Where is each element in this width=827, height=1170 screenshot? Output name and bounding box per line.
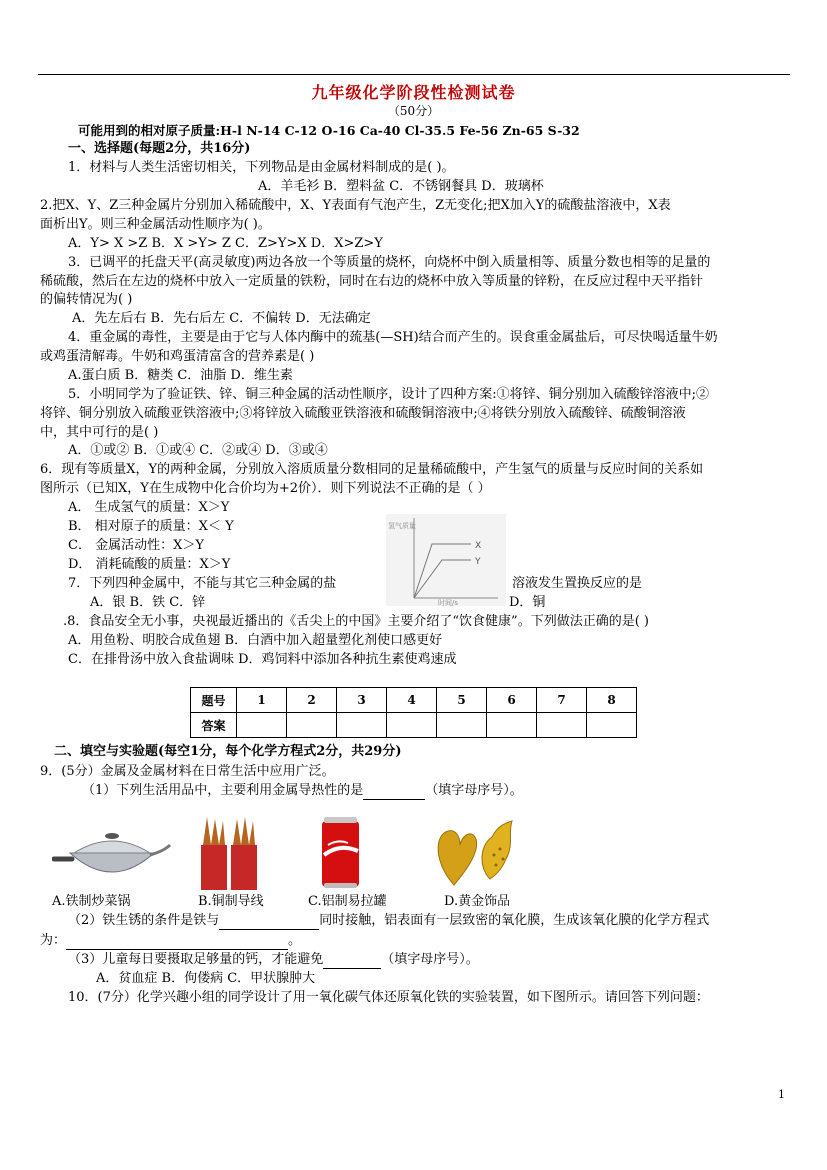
- q9-stem: 9．(5分）金属及金属材料在日常生活中应用广泛。: [40, 764, 335, 779]
- gold-jewelry-icon: [432, 815, 522, 890]
- q3-line1: 3．已调平的托盘天平(高灵敏度)两边各放一个等质量的烧杯，向烧杯中倒入质量相等、质量分数也相等的足量的: [68, 255, 711, 270]
- graph-ylabel: 氢气质量: [388, 522, 416, 530]
- q9-part3-options: A．贫血症 B．佝偻病 C．甲状腺肿大: [96, 971, 316, 986]
- q3-line3: 的偏转情况为( ): [40, 292, 133, 307]
- graph-xlabel: 时间/s: [438, 599, 459, 606]
- q9-part3-blank[interactable]: [323, 954, 381, 969]
- q9-part1: [82, 782, 523, 800]
- q9-part1-text: （1）下列生活用品中，主要利用金属导热性的是: [82, 783, 364, 798]
- caption-c: C.铝制易拉罐: [308, 894, 387, 909]
- q8-line1: .8．食品安全无小事，央视最近播出的《舌尖上的中国》主要介绍了“饮食健康”。下列做法正确的是( ): [63, 614, 649, 629]
- answer-table-number: 4: [387, 688, 437, 713]
- answer-cell[interactable]: [387, 713, 437, 738]
- q9-part3: [68, 951, 479, 969]
- answer-table-number: 5: [437, 688, 487, 713]
- q9-part1-tail: （填字母序号）。: [425, 783, 523, 798]
- caption-b: B.铜制导线: [198, 894, 264, 909]
- q3-options: A．先左后右 B．先右后左 C．不偏转 D．无法确定: [72, 311, 371, 326]
- soda-can-icon: [318, 815, 363, 890]
- q2-options: A．Y> X >Z B．X >Y> Z C．Z>Y>X D．X>Z>Y: [68, 236, 383, 251]
- answer-table-number: 1: [237, 688, 287, 713]
- q2-line1: 2.把X、Y、Z三种金属片分别加入稀硫酸中，X、Y表面有气泡产生，Z无变化;把X加入Y的硫酸盐溶液中，X表: [40, 198, 671, 213]
- total-score: （50分）: [387, 104, 440, 118]
- answer-cell[interactable]: [487, 713, 537, 738]
- page-title: 九年级化学阶段性检测试卷: [311, 83, 516, 102]
- q8-line2: A．用鱼粉、明胶合成鱼翅 B．白酒中加入超量塑化剂使口感更好: [68, 633, 443, 648]
- answer-table-number: 8: [587, 688, 637, 713]
- q6-option-a: A． 生成氢气的质量：X＞Y: [68, 500, 230, 515]
- section1-heading: 一、选择题(每题2分，共16分): [68, 141, 251, 156]
- hydrogen-time-graph: [386, 514, 506, 606]
- q9-part2: [68, 912, 709, 930]
- q7-stem-a: 7．下列四种金属中，不能与其它三种金属的盐: [68, 576, 337, 591]
- q2-line2: 面析出Y。则三种金属活动性顺序为( )。: [40, 217, 271, 232]
- answer-table-row-answers: [191, 713, 637, 738]
- answer-cell[interactable]: [587, 713, 637, 738]
- q9-part2-blank[interactable]: [219, 915, 319, 930]
- q8-line3: C．在排骨汤中放入食盐调味 D．鸡饲料中添加各种抗生素使鸡速成: [68, 652, 457, 667]
- q9-part1-blank[interactable]: [363, 785, 425, 800]
- q6-line1: 6．现有等质量X，Y的两种金属，分别放入溶质质量分数相同的足量稀硫酸中，产生氢气的质量与反应时间的关系如: [40, 462, 704, 477]
- q7-stem-b: 溶液发生置换反应的是: [512, 576, 643, 591]
- answer-cell[interactable]: [437, 713, 487, 738]
- q9-part2-line2-text: 为：: [40, 933, 67, 948]
- q3-line2: 稀硫酸，然后在左边的烧杯中放入一定质量的铁粉，同时在右边的烧杯中放入等质量的锌粉，在反应过程中天平指针: [40, 274, 704, 289]
- top-rule: [38, 74, 790, 75]
- answer-cell[interactable]: [287, 713, 337, 738]
- q9-part2-text: （2）铁生锈的条件是铁与: [68, 913, 220, 928]
- q9-part3-tail: （填字母序号）。: [381, 952, 479, 967]
- answer-cell[interactable]: [237, 713, 287, 738]
- q9-part3-text: （3）儿童每日要摄取足够量的钙，才能避免: [68, 952, 324, 967]
- q9-part2-tail: 同时接触，铝表面有一层致密的氧化膜，生成该氧化膜的化学方程式: [319, 913, 710, 928]
- answer-table-label-number: 题号: [191, 688, 237, 713]
- answer-cell[interactable]: [537, 713, 587, 738]
- q10-stem: 10．(7分）化学兴趣小组的同学设计了用一氧化碳气体还原氧化铁的实验装置，如下图所示。请回答下列问题：: [68, 990, 709, 1005]
- answer-table-row-numbers: [191, 688, 637, 713]
- answer-table-number: 7: [537, 688, 587, 713]
- caption-d: D.黄金饰品: [444, 894, 511, 909]
- page-number: 1: [778, 1088, 785, 1101]
- q5-line2: 将锌、铜分别放入硫酸亚铁溶液中;③将锌放入硫酸亚铁溶液和硫酸铜溶液中;④将铁分别放入硫酸锌、硫酸铜溶液: [40, 406, 686, 421]
- q6-line2: 图所示（已知X，Y在生成物中化合价均为+2价）．则下列说法不正确的是（ ）: [40, 481, 491, 496]
- atomic-masses: 可能用到的相对原子质量:H-l N-14 C-12 O-16 Ca-40 Cl-35.5 Fe-56 Zn-65 S-32: [78, 123, 580, 138]
- q6-option-c: C． 金属活动性：X＞Y: [68, 538, 204, 553]
- graph-series-x: X: [475, 541, 482, 551]
- q6-option-d: D． 消耗硫酸的质量：X＞Y: [68, 557, 231, 572]
- q5-line3: 中，其中可行的是( ): [40, 425, 159, 440]
- wok-icon: [52, 815, 172, 890]
- q9-part2-line2: [40, 932, 301, 950]
- answer-table: [190, 687, 637, 738]
- q4-line1: 4．重金属的毒性，主要是由于它与人体内酶中的巯基(—SH)结合而产生的。误食重金属盐后，可尽快喝适量牛奶: [68, 330, 718, 345]
- section2-heading: 二、填空与实验题(每空1分，每个化学方程式2分，共29分): [54, 744, 402, 759]
- q5-line1: 5．小明同学为了验证铁、锌、铜三种金属的活动性顺序，设计了四种方案:①将锌、铜分别加入硫酸锌溶液中;②: [68, 387, 710, 402]
- answer-table-number: 2: [287, 688, 337, 713]
- q9-equation-blank[interactable]: [66, 935, 288, 950]
- answer-table-number: 3: [337, 688, 387, 713]
- answer-table-label-answer: 答案: [191, 713, 237, 738]
- q9-part2-period: 。: [288, 933, 302, 948]
- q5-options: A．①或② B．①或④ C．②或④ D．③或④: [68, 443, 328, 458]
- copper-wire-icon: [195, 815, 265, 890]
- q1-options: A．羊毛衫 B．塑料盆 C．不锈钢餐具 D．玻璃杯: [258, 179, 544, 194]
- q4-options: A.蛋白质 B．糖类 C．油脂 D．维生素: [68, 368, 293, 383]
- q4-line2: 或鸡蛋清解毒。牛奶和鸡蛋清富含的营养素是( ): [40, 349, 315, 364]
- q7-options-a: A．银 B．铁 C．锌: [90, 595, 206, 610]
- q1-stem: 1．材料与人类生活密切相关，下列物品是由金属材料制成的是( )。: [68, 160, 455, 175]
- caption-a: A.铁制炒菜锅: [52, 894, 131, 909]
- answer-table-number: 6: [487, 688, 537, 713]
- graph-series-y: Y: [475, 557, 481, 567]
- q6-option-b: B． 相对原子的质量：X＜ Y: [68, 519, 234, 534]
- answer-cell[interactable]: [337, 713, 387, 738]
- q7-options-b: D．铜: [509, 595, 546, 610]
